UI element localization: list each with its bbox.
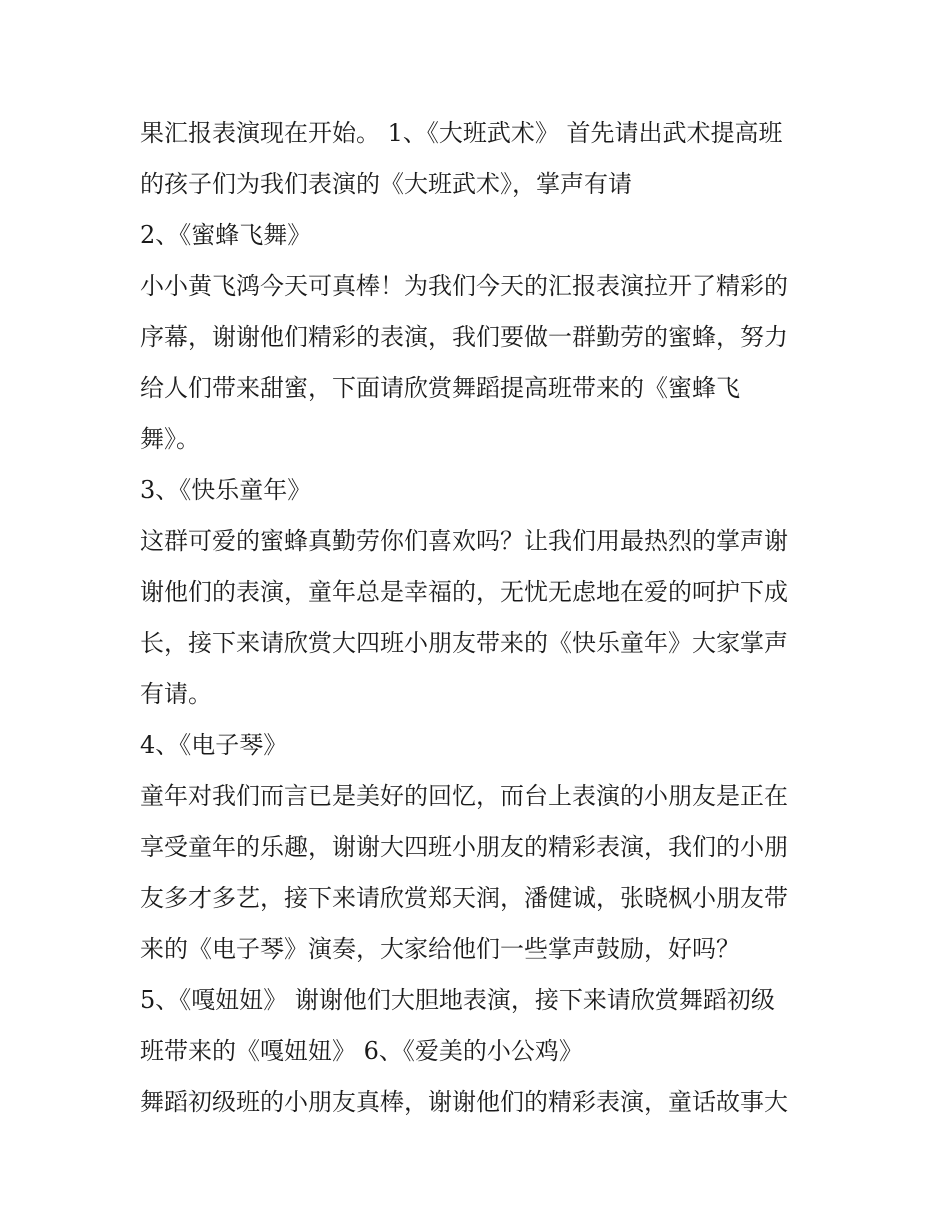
text-line: 舞》。 — [140, 425, 200, 453]
text-line: 享受童年的乐趣，谢谢大四班小朋友的精彩表演，我们的小朋 — [140, 833, 788, 861]
text-line: 童年对我们而言已是美好的回忆，而台上表演的小朋友是正在 — [140, 782, 788, 810]
text-line: 来的《电子琴》演奏，大家给他们一些掌声鼓励，好吗？ — [140, 935, 740, 963]
text-line: 长，接下来请欣赏大四班小朋友带来的《快乐童年》大家掌声 — [140, 629, 788, 657]
text-line: 谢他们的表演，童年总是幸福的，无忧无虑地在爱的呵护下成 — [140, 578, 788, 606]
text-line: 的孩子们为我们表演的《大班武术》，掌声有请 — [140, 170, 632, 198]
item-heading: 2、《蜜蜂飞舞》 — [140, 221, 312, 249]
text-line: 5、《嘎妞妞》 谢谢他们大胆地表演，接下来请欣赏舞蹈初级 — [140, 986, 775, 1014]
text-line: 这群可爱的蜜蜂真勤劳你们喜欢吗？让我们用最热烈的掌声谢 — [140, 527, 788, 555]
text-line: 给人们带来甜蜜，下面请欣赏舞蹈提高班带来的《蜜蜂飞 — [140, 374, 740, 402]
item-heading: 4、《电子琴》 — [140, 731, 288, 759]
text-line: 果汇报表演现在开始。 1、《大班武术》 首先请出武术提高班 — [140, 119, 783, 147]
text-line: 小小黄飞鸿今天可真棒！为我们今天的汇报表演拉开了精彩的 — [140, 272, 788, 300]
text-line: 有请。 — [140, 680, 212, 708]
document-body — [140, 108, 820, 1128]
item-heading: 3、《快乐童年》 — [140, 476, 312, 504]
text-line: 序幕，谢谢他们精彩的表演，我们要做一群勤劳的蜜蜂，努力 — [140, 323, 788, 351]
text-line: 舞蹈初级班的小朋友真棒，谢谢他们的精彩表演，童话故事大 — [140, 1088, 788, 1116]
text-line: 友多才多艺，接下来请欣赏郑天润，潘健诚，张晓枫小朋友带 — [140, 884, 788, 912]
text-line: 班带来的《嘎妞妞》 6、《爱美的小公鸡》 — [140, 1037, 583, 1065]
